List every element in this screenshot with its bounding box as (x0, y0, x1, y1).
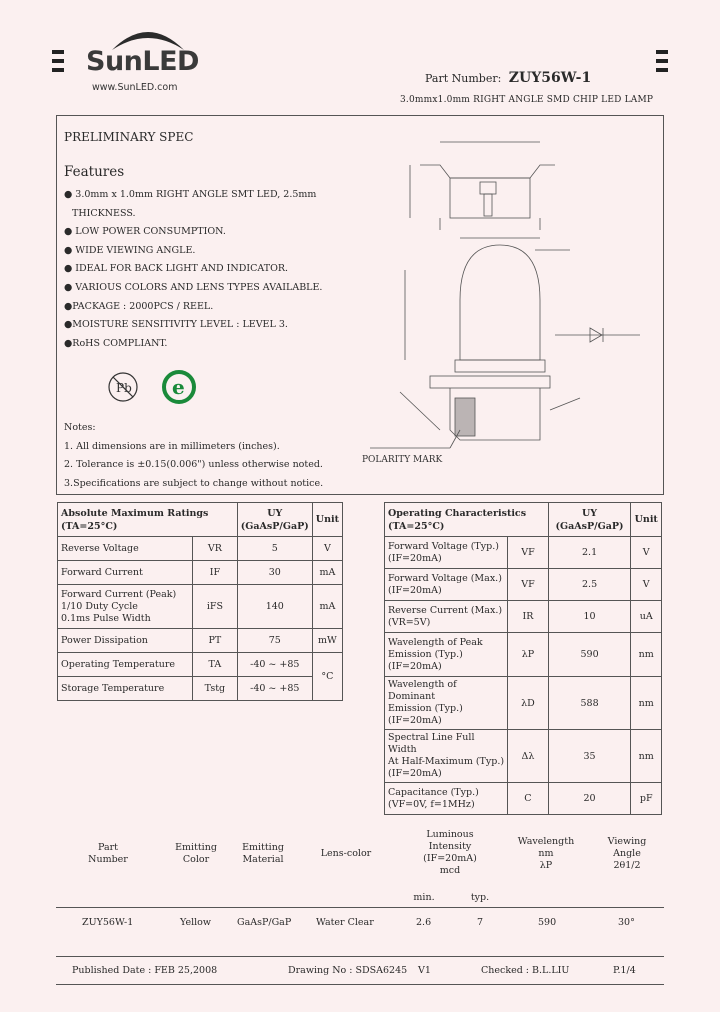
header-line: (IF=20mA) (423, 853, 477, 864)
param-symbol: λP (508, 633, 548, 677)
param-name-line: (IF=20mA) (388, 552, 442, 564)
param-name-line: (VF=0V, f=1MHz) (388, 798, 475, 810)
param-value: 20 (548, 783, 631, 815)
param-symbol: VF (508, 537, 548, 569)
col-uy (237, 503, 312, 537)
part-number-label: Part Number: (425, 72, 502, 85)
feature-item: ● VARIOUS COLORS AND LENS TYPES AVAILABLE. (64, 281, 323, 293)
param-unit: mW (312, 629, 342, 653)
param-name-line: (IF=20mA) (388, 660, 442, 672)
pb-free-icon (106, 370, 140, 404)
table-row (385, 783, 662, 815)
param-symbol: TA (193, 653, 238, 677)
param-name: Forward Current (58, 561, 193, 585)
header-line: mcd (439, 865, 461, 876)
param-value: 588 (548, 677, 631, 730)
param-name (385, 601, 508, 633)
page-number: P.1/4 (613, 965, 636, 976)
param-name-line: (IF=20mA) (388, 715, 442, 726)
table-title-cond: (TA=25°C) (61, 520, 118, 532)
header-line: Angle (613, 848, 641, 859)
param-unit: nm (631, 633, 662, 677)
table-header-row (58, 503, 343, 537)
header-line: Luminous (426, 829, 474, 840)
header-line: Material (242, 854, 284, 865)
param-unit: nm (631, 677, 662, 730)
col-uy-text: UY (267, 507, 283, 519)
param-symbol: VF (508, 569, 548, 601)
table-title (58, 503, 238, 537)
table-row (385, 677, 662, 730)
table-title (385, 503, 549, 537)
table-row (385, 633, 662, 677)
param-name-line: Emission (Typ.) (388, 703, 463, 714)
published-date: Published Date : FEB 25,2008 (72, 965, 218, 976)
col-wavelength (510, 836, 582, 872)
row-part: ZUY56W-1 (82, 917, 134, 928)
col-lens-color: Lens-color (320, 848, 372, 859)
col-uy (548, 503, 631, 537)
param-unit: V (312, 537, 342, 561)
col-luminous-intensity (412, 829, 488, 877)
param-name (385, 677, 508, 730)
row-angle: 30° (618, 917, 635, 928)
left-edge-marks (52, 50, 64, 77)
version: V1 (418, 965, 431, 976)
param-value: 10 (548, 601, 631, 633)
feature-item: ●PACKAGE : 2000PCS / REEL. (64, 300, 214, 312)
table-row (385, 601, 662, 633)
note-item: 1. All dimensions are in millimeters (inches). (64, 440, 280, 452)
header-line: 2θ1/2 (613, 860, 641, 871)
right-edge-marks (656, 50, 668, 77)
param-unit: pF (631, 783, 662, 815)
feature-item: ●MOISTURE SENSITIVITY LEVEL : LEVEL 3. (64, 319, 288, 331)
features-title: Features (64, 164, 125, 180)
param-symbol: VR (193, 537, 238, 561)
row-material: GaAsP/GaP (237, 917, 292, 928)
param-symbol: iFS (193, 585, 238, 629)
operating-characteristics-table (384, 502, 662, 815)
param-name-line: (VR=5V) (388, 616, 431, 628)
logo: SunLED (86, 46, 199, 77)
header-line: Intensity (428, 841, 472, 852)
package-drawing (360, 130, 660, 470)
param-unit: nm (631, 730, 662, 783)
param-unit: °C (312, 653, 342, 701)
param-name-line: Forward Voltage (Typ.) (388, 540, 499, 552)
col-viewing-angle (598, 836, 656, 872)
param-symbol: C (508, 783, 548, 815)
table-row (58, 561, 343, 585)
table-row (385, 730, 662, 783)
table-title-text: Operating Characteristics (388, 507, 527, 519)
table-row (58, 677, 343, 701)
table-row (58, 585, 343, 629)
param-value: -40 ~ +85 (237, 677, 312, 701)
param-unit: V (631, 569, 662, 601)
table-row (58, 629, 343, 653)
note-item: 2. Tolerance is ±0.15(0.006") unless otherwise noted. (64, 459, 323, 470)
part-number-line (425, 70, 591, 86)
param-value: 5 (237, 537, 312, 561)
selection-divider (56, 907, 664, 908)
param-name (385, 537, 508, 569)
col-min: min. (413, 892, 435, 903)
param-name: Reverse Voltage (58, 537, 193, 561)
param-unit: uA (631, 601, 662, 633)
param-name: Storage Temperature (58, 677, 193, 701)
param-name-line: Wavelength of Dominant (388, 679, 457, 702)
col-unit: Unit (631, 503, 662, 537)
header-line: Number (88, 854, 128, 865)
header-line: Color (182, 854, 210, 865)
table-header-row (385, 503, 662, 537)
preliminary-spec: PRELIMINARY SPEC (64, 130, 194, 144)
rohs-label: e (172, 375, 185, 399)
rohs-icon (160, 368, 198, 406)
param-name (385, 633, 508, 677)
col-typ: typ. (470, 892, 490, 903)
param-name (58, 585, 193, 629)
col-part-number (80, 842, 136, 866)
absolute-max-ratings-table (57, 502, 343, 701)
param-symbol: PT (193, 629, 238, 653)
param-name: Operating Temperature (58, 653, 193, 677)
col-uy-material: (GaAsP/GaP) (240, 520, 309, 532)
param-unit: mA (312, 561, 342, 585)
feature-item: ● WIDE VIEWING ANGLE. (64, 244, 196, 256)
table-row (58, 537, 343, 561)
param-value: 2.1 (548, 537, 631, 569)
part-description: 3.0mmx1.0mm RIGHT ANGLE SMD CHIP LED LAMP (400, 95, 654, 105)
table-row (385, 569, 662, 601)
features-list (64, 186, 334, 353)
feature-item: ● 3.0mm x 1.0mm RIGHT ANGLE SMT LED, 2.5mm (64, 189, 317, 200)
param-name-line: Wavelength of Peak (388, 636, 483, 648)
param-name (385, 730, 508, 783)
logo-url: www.SunLED.com (92, 82, 178, 93)
header-line: Viewing (607, 836, 647, 847)
param-symbol: Δλ (508, 730, 548, 783)
param-name-line: 0.1ms Pulse Width (61, 612, 151, 624)
table-title-cond: (TA=25°C) (388, 520, 445, 532)
header-line: λP (539, 860, 553, 871)
param-symbol: λD (508, 677, 548, 730)
header-line: Emitting (242, 842, 284, 853)
feature-item: ● IDEAL FOR BACK LIGHT AND INDICATOR. (64, 263, 289, 275)
checked-by: Checked : B.L.LIU (481, 965, 570, 976)
row-typ: 7 (477, 917, 484, 928)
feature-item: ● LOW POWER CONSUMPTION. (64, 226, 226, 238)
param-name-line: Spectral Line Full Width (388, 732, 475, 755)
param-name-line: (IF=20mA) (388, 584, 442, 596)
param-name-line: Emission (Typ.) (388, 648, 463, 660)
col-emitting-material (232, 842, 294, 866)
param-symbol: Tstg (193, 677, 238, 701)
row-min: 2.6 (416, 917, 432, 928)
row-lens: Water Clear (316, 917, 374, 928)
param-value: 140 (237, 585, 312, 629)
row-color: Yellow (180, 917, 211, 928)
col-uy-text: UY (582, 507, 598, 519)
pb-label: Pb (116, 381, 132, 395)
row-wavelength: 590 (538, 917, 557, 928)
param-name-line: Forward Current (Peak) (61, 588, 177, 600)
col-emitting-color (166, 842, 226, 866)
feature-item: THICKNESS. (72, 207, 136, 219)
note-item: Notes: (64, 422, 96, 433)
param-name-line: (IF=20mA) (388, 768, 442, 779)
param-value: 75 (237, 629, 312, 653)
param-name-line: At Half-Maximum (Typ.) (388, 756, 505, 767)
footer-divider-top (56, 956, 664, 957)
footer-divider-bottom (56, 984, 664, 985)
param-value: 35 (548, 730, 631, 783)
drawing-number: Drawing No : SDSA6245 (288, 965, 408, 976)
header-line: Part (98, 842, 118, 853)
polarity-mark-label: POLARITY MARK (362, 455, 443, 465)
param-value: 2.5 (548, 569, 631, 601)
param-symbol: IR (508, 601, 548, 633)
param-name-line: 1/10 Duty Cycle (61, 600, 138, 612)
part-number: ZUY56W-1 (508, 70, 592, 86)
param-value: 590 (548, 633, 631, 677)
param-value: -40 ~ +85 (237, 653, 312, 677)
header-line: Emitting (175, 842, 217, 853)
header-line: nm (538, 848, 554, 859)
param-value: 30 (237, 561, 312, 585)
feature-item: ●RoHS COMPLIANT. (64, 337, 168, 349)
table-title-text: Absolute Maximum Ratings (61, 507, 209, 519)
col-uy-material: (GaAsP/GaP) (555, 520, 624, 532)
header-line: Wavelength (517, 836, 575, 847)
table-row (385, 537, 662, 569)
param-name-line: Capacitance (Typ.) (388, 786, 479, 798)
param-symbol: IF (193, 561, 238, 585)
col-unit: Unit (312, 503, 342, 537)
notes (64, 419, 323, 493)
param-name-line: Forward Voltage (Max.) (388, 572, 502, 584)
param-unit: V (631, 537, 662, 569)
param-name (385, 783, 508, 815)
param-name: Power Dissipation (58, 629, 193, 653)
table-row (58, 653, 343, 677)
param-name (385, 569, 508, 601)
note-item: 3.Specifications are subject to change without notice. (64, 477, 324, 489)
param-unit: mA (312, 585, 342, 629)
param-name-line: Reverse Current (Max.) (388, 604, 503, 616)
